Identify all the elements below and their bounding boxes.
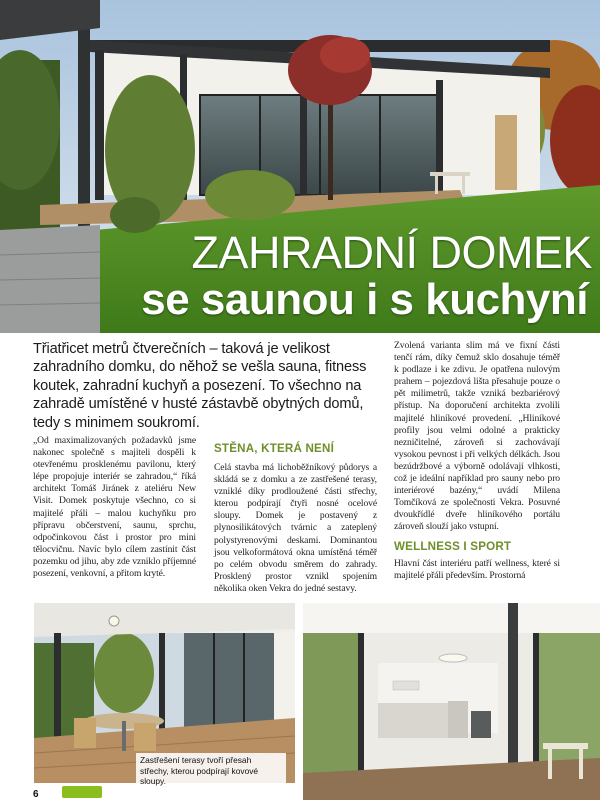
garden-house-illustration: [0, 0, 600, 333]
hero-photo: [0, 0, 600, 333]
photo-caption: Zastřešení terasy tvoří přesah střechy, kterou podpírají kovové sloupy.: [136, 753, 286, 789]
section-heading-wellness: WELLNESS I SPORT: [394, 539, 512, 553]
column-2-paragraph: Celá stavba má lichoběžníkový půdorys a skládá se z domku a ze zastřešené terasy, vzniklé díky prodloužené části střechy, kterou podpírají čtyři nosné ocelové sloupy. Domek je postavený z plynosilikátových tvárnic a zateplený polystyrenovými deskami. Dominantou jsou velkoformátová okna umístěná téměř po celém obvodu směrem do zahrady. Prosklený prostor vznikl spojením několika oken Vekra do jedné sestavy.: [214, 462, 377, 594]
column-1-paragraph: „Od maximalizovaných požadavků jsme nakonec společně s majiteli dospěli k otevřenému prosklenému pavilonu, který lépe propojuje interiér se zahradou,“ říká architekt Tomáš Jiránek z ateliéru New Visit. Domek poskytuje všechno, co si majitelé přáli – malou kuchyňku pro přípravu občerstvení, saunu, sprchu, odpočinkovou část i prostor pro mini tělocvičnu. Navíc bylo cílem zastínit část pozemku od jihu, aby zde vzniklo příjemné posezení, venkovní, a přitom kryté.: [33, 435, 196, 580]
title-line-2: se saunou i s kuchyní: [141, 275, 588, 324]
title-line-1: ZAHRADNÍ DOMEK: [191, 227, 592, 278]
page-number: 6: [33, 789, 39, 800]
interior-illustration: [303, 603, 600, 800]
section-heading-wall: STĚNA, KTERÁ NENÍ: [214, 442, 334, 455]
column-3-paragraph-1: Zvolená varianta slim má ve fixní části tenčí rám, díky čemuž sklo dosahuje téměř k podlaze i ke zdivu. Je opatřena nulovým prahem – pojezdová lišta přesahuje pouze o pět milimetrů, takže vzniká bezbariérový přístup. Na doporučení architekta zvolili majitelé hliníkové provedení. „Hliníkové profily jsou velmi odolné a prakticky nezničitelné, zároveň si zachovávají vysokou pevnost i při velkých délkách. Jsou bezúdržbové a výborně odolávají vlhkosti, což je ideální například pro sauny nebo pro interiérové bazény,“ uvádí Milena Tomčíková ze společnosti Vekra. Posuvné dvoukřídlé dveře hliníkového portálu zároveň slouží jako vstupní.: [394, 340, 560, 533]
column-3-paragraph-2: Hlavní část interiéru patří wellness, které si majitelé přáli především. Prostorná: [394, 557, 560, 581]
lead-paragraph: Třiatřicet metrů čtverečních – taková je velikost zahradního domku, do něhož se vešla sauna, fitness koutek, zahradní kuchyň a posezení. To všechno na zahradě umístěné v husté zástavbě obytných domů, tedy s minimem soukromí.: [33, 341, 367, 431]
text-column-3: [394, 340, 560, 582]
interior-photo: [303, 603, 600, 800]
text-column-1: [33, 435, 196, 580]
magazine-logo: [62, 786, 102, 798]
text-column-2: [214, 442, 377, 595]
